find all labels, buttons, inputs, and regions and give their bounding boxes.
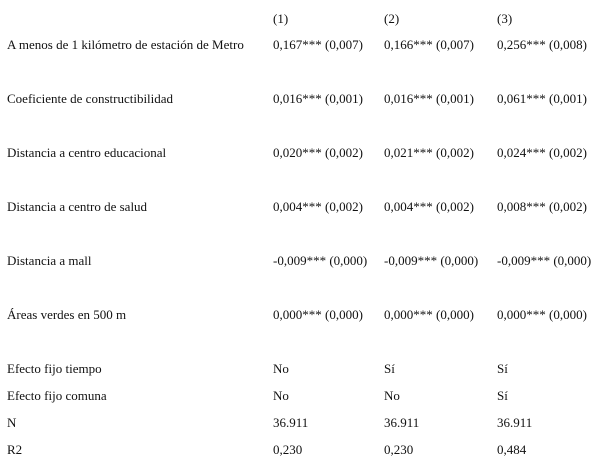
row-constructibilidad-col-2: 0,016*** (0,001) xyxy=(384,91,474,106)
row-n-col-1: 36.911 xyxy=(273,415,309,430)
row-label-educacional: Distancia a centro educacional xyxy=(7,145,167,160)
row-mall-col-1: -0,009*** (0,000) xyxy=(273,253,368,268)
row-areas-verdes-col-1: 0,000*** (0,000) xyxy=(273,307,363,322)
row-mall-col-3: -0,009*** (0,000) xyxy=(497,253,592,268)
row-salud-col-3: 0,008*** (0,002) xyxy=(497,199,587,214)
row-r2-col-1: 0,230 xyxy=(273,442,303,457)
row-label-constructibilidad: Coeficiente de constructibilidad xyxy=(7,91,174,106)
column-header-2: (2) xyxy=(384,11,400,26)
row-label-efecto-comuna: Efecto fijo comuna xyxy=(7,388,107,403)
row-areas-verdes-col-2: 0,000*** (0,000) xyxy=(384,307,474,322)
row-educacional-col-2: 0,021*** (0,002) xyxy=(384,145,474,160)
row-mall-col-2: -0,009*** (0,000) xyxy=(384,253,479,268)
row-n-col-3: 36.911 xyxy=(497,415,533,430)
row-educacional-col-3: 0,024*** (0,002) xyxy=(497,145,587,160)
row-efecto-comuna-col-2: No xyxy=(384,388,400,403)
row-efecto-comuna-col-3: Sí xyxy=(497,388,508,403)
row-efecto-tiempo-col-1: No xyxy=(273,361,289,376)
row-label-areas-verdes: Áreas verdes en 500 m xyxy=(7,307,127,322)
row-label-salud: Distancia a centro de salud xyxy=(7,199,148,214)
row-metro-col-1: 0,167*** (0,007) xyxy=(273,37,363,52)
row-efecto-tiempo-col-3: Sí xyxy=(497,361,508,376)
row-constructibilidad-col-1: 0,016*** (0,001) xyxy=(273,91,363,106)
row-constructibilidad-col-3: 0,061*** (0,001) xyxy=(497,91,587,106)
row-metro-col-3: 0,256*** (0,008) xyxy=(497,37,587,52)
row-r2-col-2: 0,230 xyxy=(384,442,414,457)
row-label-r2: R2 xyxy=(7,442,23,457)
row-label-n: N xyxy=(7,415,17,430)
column-header-1: (1) xyxy=(273,11,289,26)
row-efecto-tiempo-col-2: Sí xyxy=(384,361,395,376)
column-header-3: (3) xyxy=(497,11,513,26)
row-efecto-comuna-col-1: No xyxy=(273,388,289,403)
row-salud-col-2: 0,004*** (0,002) xyxy=(384,199,474,214)
row-label-mall: Distancia a mall xyxy=(7,253,92,268)
row-label-metro: A menos de 1 kilómetro de estación de Metro xyxy=(7,37,244,52)
row-educacional-col-1: 0,020*** (0,002) xyxy=(273,145,363,160)
row-salud-col-1: 0,004*** (0,002) xyxy=(273,199,363,214)
row-label-efecto-tiempo: Efecto fijo tiempo xyxy=(7,361,102,376)
row-r2-col-3: 0,484 xyxy=(497,442,527,457)
row-n-col-2: 36.911 xyxy=(384,415,420,430)
row-metro-col-2: 0,166*** (0,007) xyxy=(384,37,474,52)
row-areas-verdes-col-3: 0,000*** (0,000) xyxy=(497,307,587,322)
